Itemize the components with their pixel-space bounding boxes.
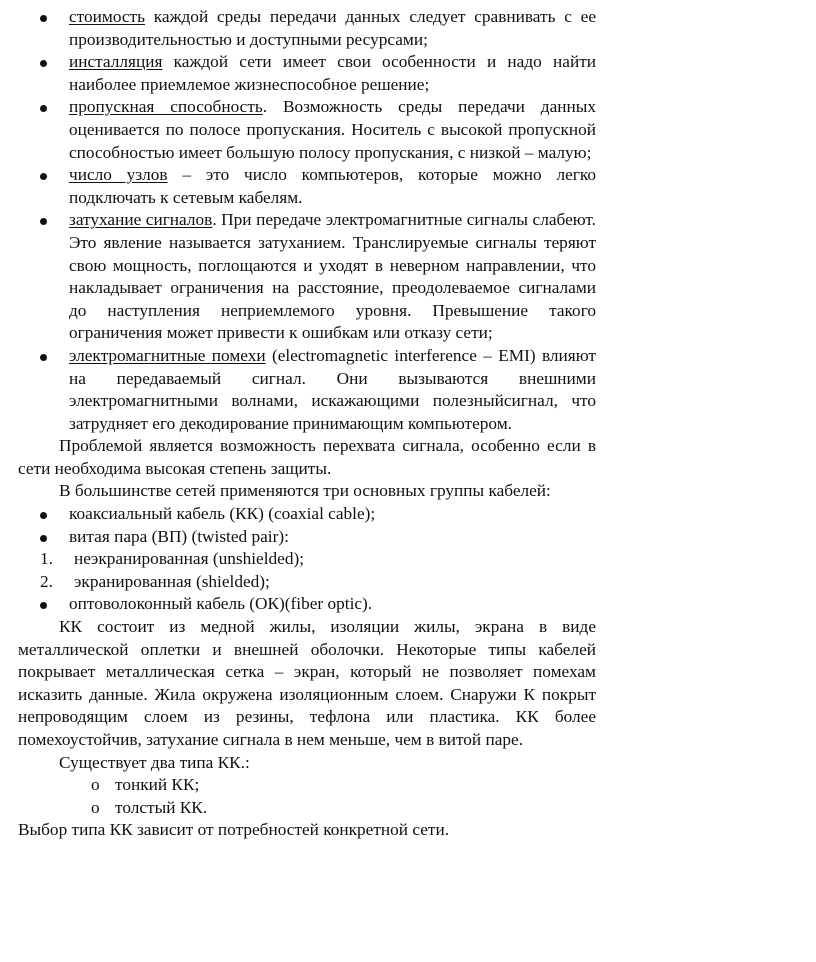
numbered-item-unshielded xyxy=(18,548,596,571)
sub-item-thin-coax xyxy=(18,774,596,797)
numbered-item-shielded xyxy=(18,571,596,594)
bullet-text: . При передаче электромагнитные сигналы слабеют. Это явление называется затуханием. Транслируемые сигналы теряют свою мощность, поглощаются и уходят в неверном направлении, что накладывает ограничения на расстояние, преодолеваемое сигналами до наступления неприемлемого уровня. Превышение такого ограничения может привести к ошибкам или отказу сети; xyxy=(69,210,597,343)
bullet-icon xyxy=(40,105,47,112)
bullet-icon xyxy=(40,15,47,22)
term-attenuation: затухание сигналов xyxy=(69,210,213,230)
term-nodes: число узлов xyxy=(69,165,168,185)
paragraph-coax-structure: КК состоит из медной жилы, изоляции жилы, экрана в виде металлической оплетки и внешней оболочки. Некоторые типы кабелей покрывает металлическая сетка – экран, который не позволяет помехам исказить данные. Жила окружена изоляционным слоем. Снаружи К покрыт непроводящим слоем из резины, тефлона или пластика. КК более помехоустойчив, затухание сигнала в нем меньше, чем в витой паре. xyxy=(18,617,596,749)
bullet-icon xyxy=(40,218,47,225)
bullet-text: витая пара (ВП) (twisted pair): xyxy=(69,526,289,546)
term-bandwidth: пропускная способность xyxy=(69,97,263,117)
sub-item-thick-coax xyxy=(18,797,596,820)
bullet-text: – это число компьютеров, которые можно легко подключать к сетевым кабелям. xyxy=(69,165,596,207)
bullet-text: оптоволоконный кабель (ОК)(fiber optic). xyxy=(69,594,373,614)
list-number: 1. xyxy=(40,549,53,569)
bullet-icon xyxy=(40,354,47,361)
paragraph-coax-types: Существует два типа КК.: xyxy=(59,752,250,772)
bullet-text: . Возможность среды передачи данных оценивается по полосе пропускания. Носитель с высокой пропускной способностью имеет большую полосу пропускания, с низкой – малую; xyxy=(69,97,596,162)
list-text: неэкранированная (unshielded); xyxy=(74,549,305,569)
bullet-item-twisted-pair xyxy=(18,526,596,549)
term-emi: электромагнитные помехи xyxy=(69,345,266,365)
bullet-item-cost xyxy=(18,6,596,51)
bullet-icon xyxy=(40,512,47,519)
paragraph-cable-groups: В большинстве сетей применяются три основных группы кабелей: xyxy=(59,481,551,501)
paragraph-interception: Проблемой является возможность перехвата сигнала, особенно если в сети необходима высокая степень защиты. xyxy=(18,436,596,478)
closing-sentence: Выбор типа КК зависит от потребностей конкретной сети. xyxy=(18,820,450,840)
bullet-icon xyxy=(40,602,47,609)
document-page xyxy=(18,6,596,842)
bullet-text: каждой среды передачи данных следует сравнивать с ее производительностью и доступными ресурсами; xyxy=(69,7,596,49)
bullet-text: каждой сети имеет свои особенности и надо найти наиболее приемлемое жизнеспособное решение; xyxy=(69,52,596,94)
list-text: экранированная (shielded); xyxy=(74,571,270,591)
bullet-item-nodes xyxy=(18,164,596,209)
bullet-item-installation xyxy=(18,51,596,96)
term-cost: стоимость xyxy=(69,7,145,26)
bullet-item-emi xyxy=(18,345,596,435)
bullet-icon xyxy=(40,60,47,67)
bullet-item-coax xyxy=(18,503,596,526)
bullet-icon xyxy=(40,173,47,180)
bullet-icon xyxy=(40,535,47,542)
bullet-item-attenuation xyxy=(18,209,596,345)
circle-bullet-icon: o xyxy=(91,797,100,817)
circle-bullet-icon: o xyxy=(91,775,100,795)
bullet-item-bandwidth xyxy=(18,96,596,164)
bullet-text: (electromagnetic interference – EMI) влияют на передаваемый сигнал. Они вызываются внешними электромагнитными волнами, искажающими полезныйсигнал, что затрудняет его декодирование принимающим компьютером. xyxy=(69,345,596,433)
bullet-text: коаксиальный кабель (КК) (coaxial cable); xyxy=(69,504,376,524)
bullet-item-fiber xyxy=(18,593,596,616)
sub-item-text: тонкий КК; xyxy=(115,775,200,795)
list-number: 2. xyxy=(40,571,53,591)
term-installation: инсталляция xyxy=(69,52,163,72)
sub-item-text: толстый КК. xyxy=(115,797,208,817)
